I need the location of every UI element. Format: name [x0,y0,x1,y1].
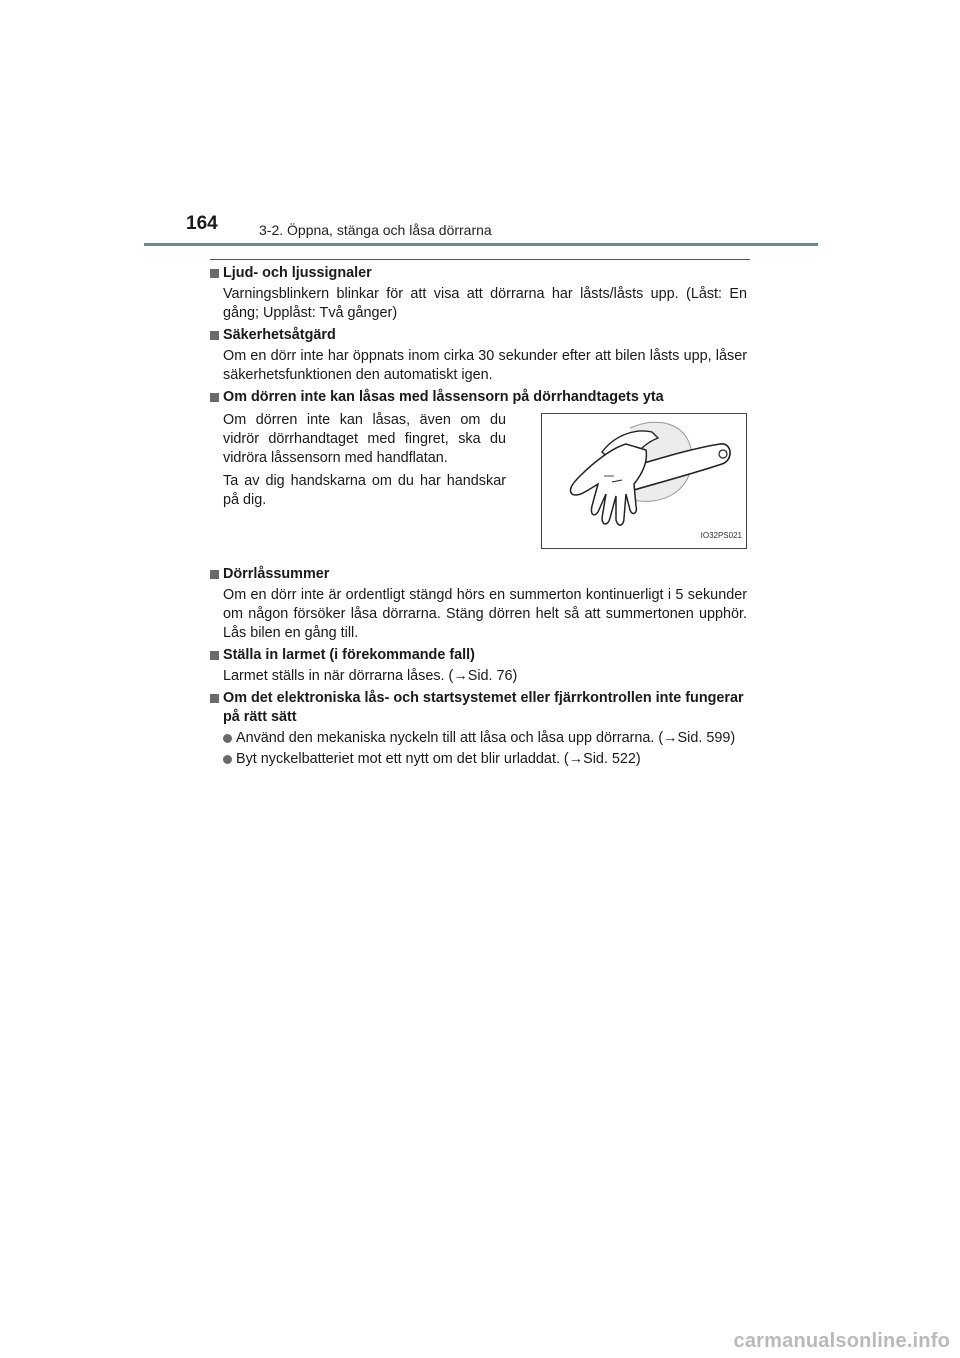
section-body: Varningsblinkern blinkar för att visa att dörrarna har låsts/låsts upp. (Låst: En gång; Upplåst: Två gånger) [223,286,747,321]
section-title: 3-2. Öppna, stänga och låsa dörrarna [259,222,492,238]
circle-bullet-icon [223,734,232,743]
header-rule [144,243,818,246]
section-door-lock-buzzer [210,565,747,643]
section-heading: Dörrlåssummer [210,565,747,584]
list-item: Byt nyckelbatteriet mot ett nytt om det blir urladdat. (→Sid. 522) [210,750,747,769]
section-heading: Ställa in larmet (i förekommande fall) [210,646,747,665]
section-heading: Ljud- och ljussignaler [210,264,747,283]
paragraph: Ta av dig handskarna om du har handskar på dig. [223,473,506,508]
page-number: 164 [186,213,218,234]
section-lock-sensor [210,388,747,549]
content-top-rule [210,259,750,260]
circle-bullet-icon [223,755,232,764]
square-bullet-icon [210,570,219,579]
section-sound-light-signals [210,264,747,323]
section-heading: Om det elektroniska lås- och startsystemet eller fjärrkontrollen inte fungerar på rätt sätt [210,689,747,727]
section-heading: Om dörren inte kan låsas med låssensorn på dörrhandtagets yta [210,388,747,407]
square-bullet-icon [210,393,219,402]
section-body [210,411,506,549]
square-bullet-icon [210,269,219,278]
section-smart-key-malfunction [210,689,747,769]
section-heading: Säkerhetsåtgärd [210,326,747,345]
section-body: Om en dörr inte har öppnats inom cirka 30 sekunder efter att bilen låsts upp, låser säkerhetsfunktionen den automatiskt igen. [223,348,747,383]
paragraph: Om dörren inte kan låsas, även om du vidrör dörrhandtaget med fingret, ska du vidröra låssensorn med handflatan. [223,412,506,466]
section-body: Om en dörr inte är ordentligt stängd hörs en summerton kontinuerligt i 5 sekunder om någon försöker låsa dörrarna. Stäng dörren helt så att summertonen upphör. Lås bilen en gång till. [223,587,747,641]
list-item: Använd den mekaniska nyckeln till att låsa och låsa upp dörrarna. (→Sid. 599) [210,729,747,748]
text-and-figure [210,411,747,549]
figure-code: IO32PS021 [700,531,742,540]
page-content [210,264,747,772]
square-bullet-icon [210,694,219,703]
section-body: Larmet ställs in när dörrarna låses. (→Sid. 76) [223,668,518,684]
square-bullet-icon [210,651,219,660]
watermark: carmanualsonline.info [733,1330,950,1352]
section-safety-measure [210,326,747,385]
square-bullet-icon [210,331,219,340]
door-handle-illustration [541,413,747,549]
section-set-alarm [210,646,747,686]
